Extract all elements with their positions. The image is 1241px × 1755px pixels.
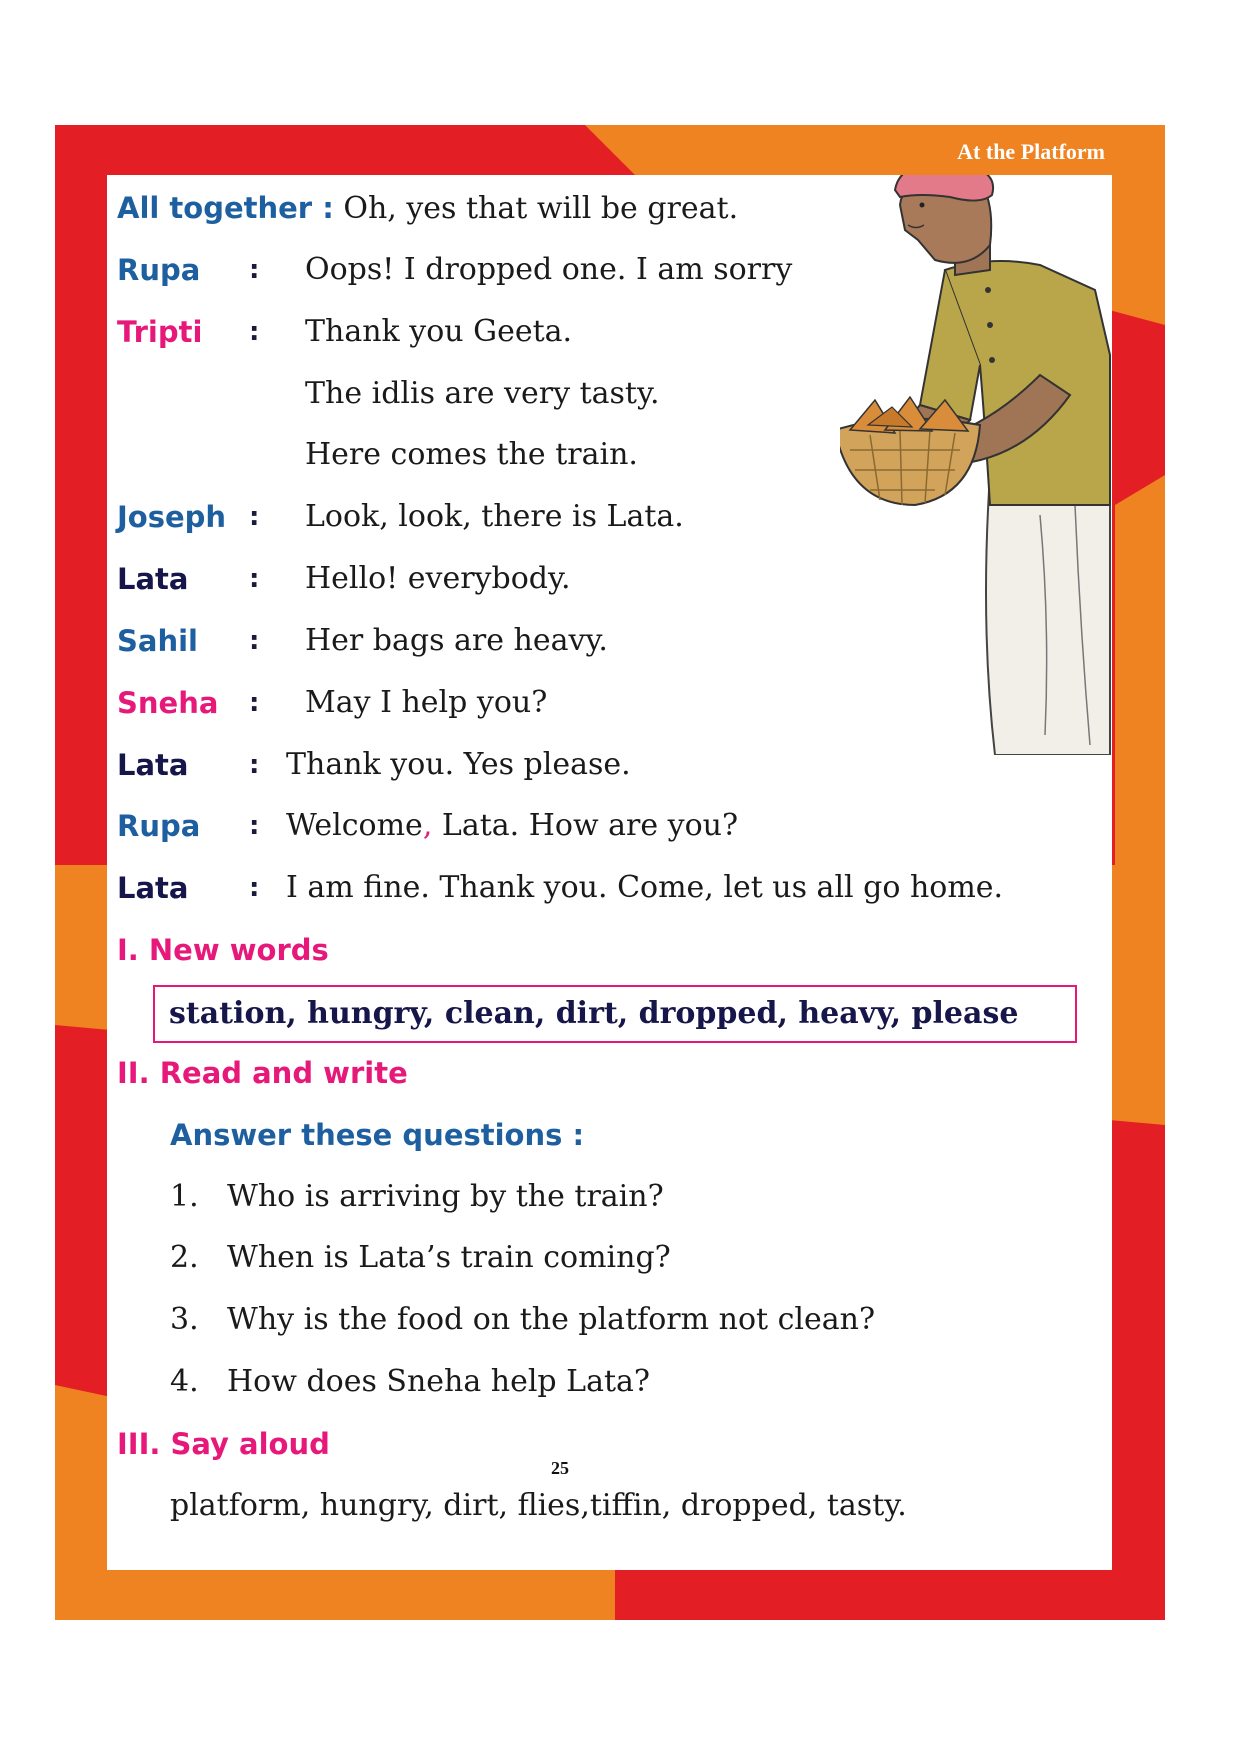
dialogue-text: Her bags are heavy. bbox=[305, 623, 608, 658]
speaker-name: Lata bbox=[117, 562, 189, 596]
question-number: 1. bbox=[170, 1179, 199, 1214]
dialogue-text: The idlis are very tasty. bbox=[305, 376, 660, 411]
dialogue-text-part: Lata. How are you? bbox=[432, 808, 739, 843]
question-number: 3. bbox=[170, 1302, 199, 1337]
speaker-name: Rupa bbox=[117, 253, 201, 287]
question-text: When is Lata’s train coming? bbox=[227, 1240, 671, 1275]
section-heading-read-write: II. Read and write bbox=[117, 1056, 408, 1090]
dialogue-text: Look, look, there is Lata. bbox=[305, 499, 684, 534]
dialogue-line-1 bbox=[117, 188, 738, 229]
dialogue-text: Oops! I dropped one. I am sorry bbox=[305, 252, 793, 287]
speaker-name: Sahil bbox=[117, 624, 198, 658]
colon-separator: : bbox=[249, 811, 260, 841]
say-aloud-words: platform, hungry, dirt, flies,tiffin, dropped, tasty. bbox=[170, 1488, 907, 1523]
question-text: Why is the food on the platform not clean? bbox=[227, 1302, 876, 1337]
page-number: 25 bbox=[528, 1452, 592, 1484]
header-title: At the Platform bbox=[957, 139, 1105, 164]
dialogue-text: May I help you? bbox=[305, 685, 548, 720]
speaker-name: Lata bbox=[117, 871, 189, 905]
vendor-with-samosa-basket-icon bbox=[840, 175, 1112, 755]
dialogue-text: Hello! everybody. bbox=[305, 561, 571, 596]
colon-separator: : bbox=[249, 873, 260, 903]
colon-separator: : bbox=[249, 750, 260, 780]
colon-separator: : bbox=[249, 255, 260, 285]
dialogue-text-part: Welcome bbox=[286, 808, 423, 843]
section-heading-say-aloud: III. Say aloud bbox=[117, 1427, 330, 1461]
colon-separator: : bbox=[249, 317, 260, 347]
speaker-name: All together : bbox=[117, 191, 334, 225]
colon-separator: : bbox=[249, 688, 260, 718]
questions-subheading: Answer these questions : bbox=[170, 1118, 585, 1152]
dialogue-text: Thank you. Yes please. bbox=[286, 747, 631, 782]
question-text: How does Sneha help Lata? bbox=[227, 1364, 651, 1399]
dialogue-text: Oh, yes that will be great. bbox=[343, 191, 739, 226]
speaker-name: Tripti bbox=[117, 315, 203, 349]
colon-separator: : bbox=[249, 626, 260, 656]
section-heading-new-words: I. New words bbox=[117, 933, 329, 967]
colon-separator: : bbox=[249, 564, 260, 594]
dialogue-text: Thank you Geeta. bbox=[305, 314, 573, 349]
dialogue-text: I am fine. Thank you. Come, let us all go home. bbox=[286, 870, 1004, 905]
colon-separator: : bbox=[249, 502, 260, 532]
dialogue-text bbox=[286, 806, 738, 846]
speaker-name: Sneha bbox=[117, 686, 219, 720]
question-text: Who is arriving by the train? bbox=[227, 1179, 664, 1214]
question-number: 4. bbox=[170, 1364, 199, 1399]
question-number: 2. bbox=[170, 1240, 199, 1275]
speaker-name: Joseph bbox=[117, 500, 227, 534]
speaker-name: Rupa bbox=[117, 809, 201, 843]
new-words-box: station, hungry, clean, dirt, dropped, heavy, please bbox=[153, 985, 1077, 1043]
speaker-name: Lata bbox=[117, 748, 189, 782]
pink-comma: , bbox=[422, 808, 433, 843]
dialogue-text: Here comes the train. bbox=[305, 437, 638, 472]
